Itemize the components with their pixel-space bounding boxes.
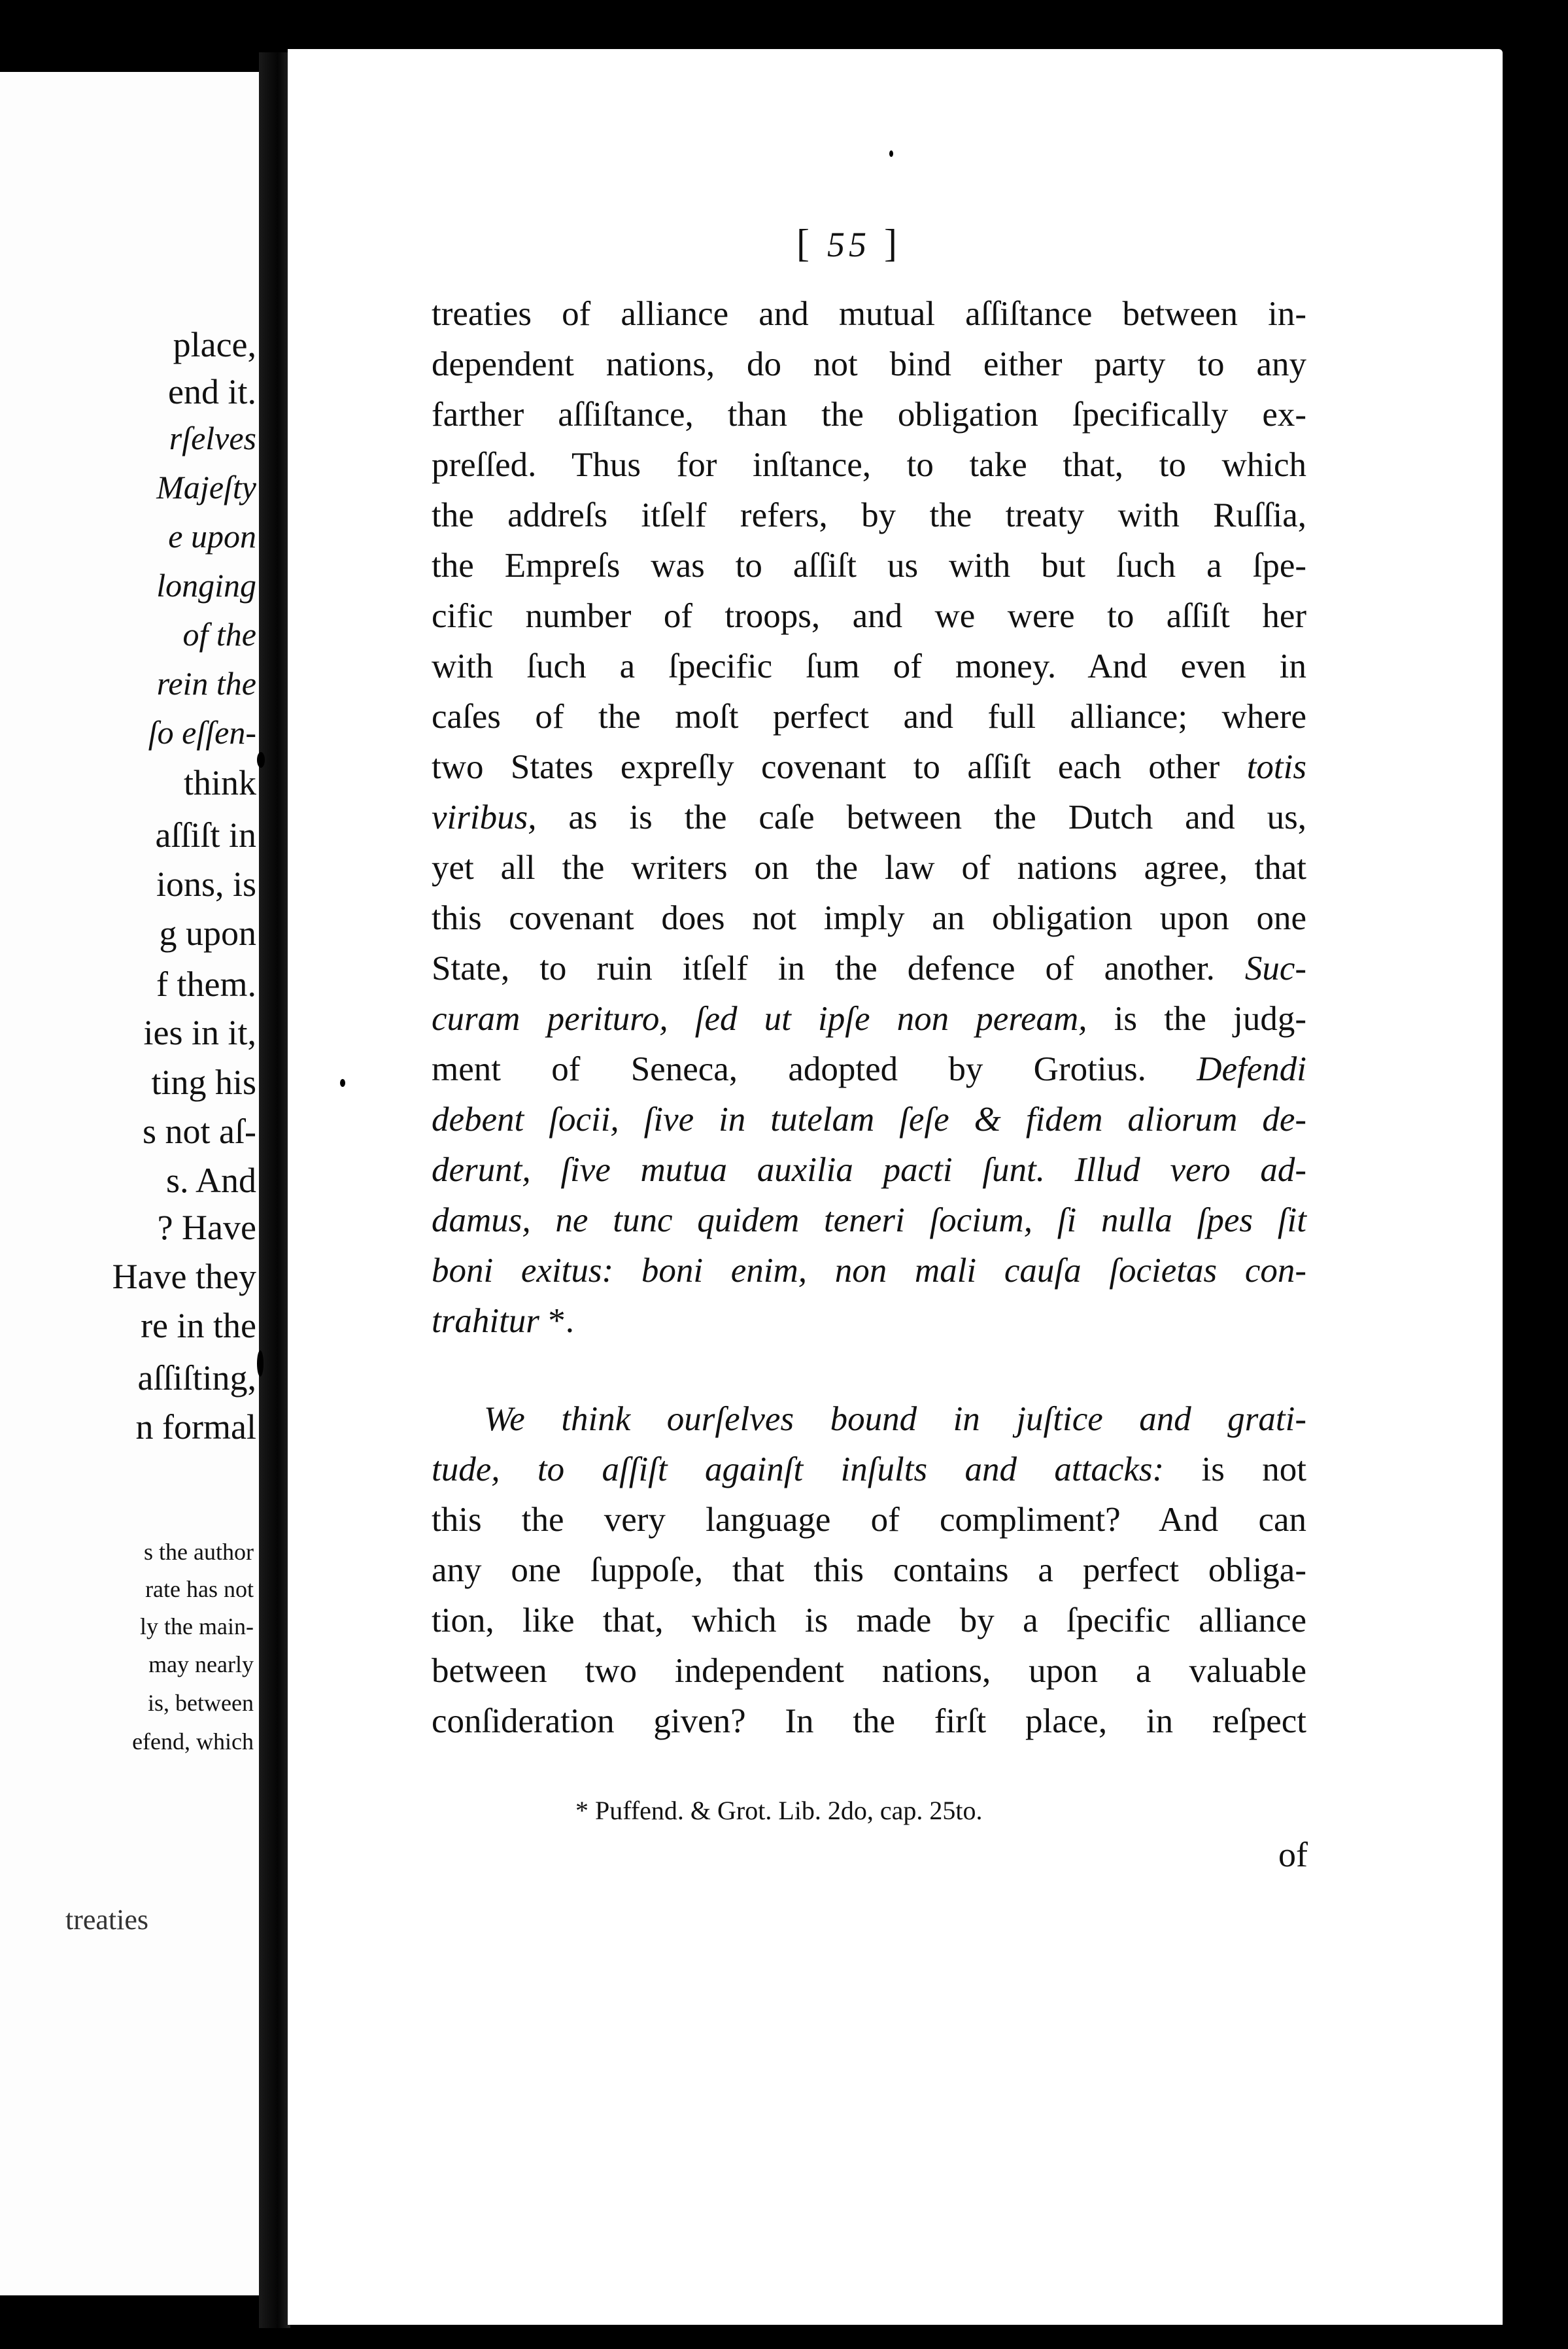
page-number-open-bracket: [ [796, 222, 813, 265]
text-run: farther aſſiſtance, than the obligation ſpecifically ex- [432, 396, 1306, 434]
left-page-line: re in the [141, 1306, 256, 1345]
margin-speck [340, 1079, 345, 1087]
left-page-line: rſelves [169, 420, 256, 456]
text-run: treaties of alliance and mutual aſſiſtance between in- [432, 295, 1306, 333]
left-page-note-line: may nearly [148, 1651, 254, 1677]
italic-text: curam perituro, ſed ut ipſe non peream, [432, 1000, 1087, 1038]
italic-text: Defendi [1197, 1050, 1306, 1088]
left-page-line: ting his [151, 1063, 256, 1102]
text-line [432, 942, 1306, 995]
text-run: is not [1164, 1450, 1307, 1488]
text-run: ment of Seneca, adopted by Grotius. [432, 1050, 1197, 1088]
margin-speck [257, 1350, 264, 1377]
left-page-note-line: efend, which [132, 1728, 254, 1755]
left-page [0, 72, 262, 2295]
text-line [432, 489, 1306, 541]
left-page-line: of the [182, 616, 256, 653]
italic-text: tude, to aſſiſt againſt inſults and attacks: [432, 1450, 1165, 1488]
left-page-catchword: treaties [65, 1904, 149, 1936]
text-run: cific number of troops, and we were to aſſiſt her [432, 597, 1306, 635]
text-run: *. [539, 1302, 574, 1340]
text-line [432, 1443, 1306, 1496]
text-line [432, 1695, 1306, 1747]
book-gutter [259, 52, 290, 2328]
left-page-line: Majeſty [156, 469, 256, 506]
left-page-line: ſo eſſen- [148, 714, 256, 751]
text-line [432, 1645, 1306, 1697]
text-run: the addreſs itſelf refers, by the treaty with Ruſſia, [432, 496, 1306, 534]
left-page-line: n formal [135, 1407, 256, 1447]
text-run: is the judg- [1087, 1000, 1306, 1038]
italic-text: We think ourſelves bound in juſtice and grati- [484, 1400, 1306, 1438]
text-run: the Empreſs was to aſſiſt us with but ſuch a ſpe- [432, 547, 1306, 585]
catchword: of [1278, 1835, 1308, 1874]
left-page-line: ies in it, [143, 1013, 256, 1052]
text-line [432, 388, 1306, 441]
text-run: as is the caſe between the Dutch and us, [536, 798, 1306, 836]
italic-text: trahitur [432, 1302, 539, 1340]
text-run: this the very language of compliment? And can [432, 1501, 1306, 1539]
italic-text: viribus, [432, 798, 537, 836]
text-run: yet all the writers on the law of nations agree, that [432, 849, 1306, 887]
text-line [432, 590, 1306, 642]
left-page-line: longing [156, 567, 256, 604]
left-page-note-line: rate has not [145, 1576, 254, 1602]
left-page-line: Have they [112, 1257, 256, 1296]
page-number-close-bracket: ] [883, 222, 901, 265]
text-run: preſſed. Thus for inſtance, to take that, to which [432, 446, 1306, 484]
italic-text: damus, ne tunc quidem teneri ſocium, ſi nulla ſpes ſit [432, 1201, 1306, 1239]
left-page-line: think [183, 763, 256, 802]
text-run: State, to ruin itſelf in the defence of another. [432, 950, 1245, 987]
left-page-line: s. And [165, 1161, 256, 1200]
text-run: any one ſuppoſe, that this contains a perfect obliga- [432, 1551, 1306, 1589]
left-page-line: s not aſ- [143, 1112, 256, 1151]
text-line [432, 691, 1306, 743]
text-run: two States expreſly covenant to aſſiſt each other [432, 748, 1247, 786]
text-line [432, 1295, 1306, 1347]
page-number [796, 221, 901, 266]
left-page-line: ? Have [157, 1208, 256, 1247]
italic-text: derunt, ſive mutua auxilia pacti ſunt. Illud vero ad- [432, 1151, 1306, 1189]
text-run: caſes of the moſt perfect and full alliance; where [432, 698, 1306, 736]
text-line [432, 540, 1306, 592]
text-line [432, 288, 1306, 340]
text-run: conſideration given? In the firſt place, in reſpect [432, 1702, 1306, 1740]
left-page-line: aſſiſt in [155, 815, 256, 855]
left-page-note-line: ly the main- [140, 1613, 254, 1639]
margin-speck [889, 150, 893, 157]
text-line [432, 791, 1306, 844]
text-run: between two independent nations, upon a valuable [432, 1652, 1306, 1690]
left-page-line: aſſiſting, [137, 1358, 256, 1397]
left-page-line: e upon [168, 518, 256, 555]
text-run: dependent nations, do not bind either party to any [432, 345, 1306, 383]
text-line [432, 338, 1306, 390]
left-page-line: g upon [159, 914, 256, 953]
text-line [484, 1393, 1306, 1445]
text-line [432, 640, 1306, 693]
left-page-line: ions, is [156, 865, 256, 904]
italic-text: debent ſocii, ſive in tutelam ſeſe & fidem aliorum de- [432, 1101, 1306, 1139]
text-line [432, 1144, 1306, 1196]
text-line [432, 892, 1306, 944]
left-page-line: f them. [156, 965, 256, 1004]
text-line [432, 1194, 1306, 1246]
left-page-note-line: s the author [144, 1539, 254, 1565]
text-line [432, 842, 1306, 894]
left-page-line: end it. [168, 372, 256, 411]
italic-text: boni exitus: boni enim, non mali cauſa ſocietas con- [432, 1252, 1306, 1290]
text-line [432, 439, 1306, 491]
text-run: this covenant does not imply an obligation upon one [432, 899, 1306, 937]
text-line [432, 1544, 1306, 1596]
text-run: tion, like that, which is made by a ſpecific alliance [432, 1602, 1306, 1639]
margin-speck [257, 752, 265, 768]
footnote: * Puffend. & Grot. Lib. 2do, cap. 25to. [575, 1796, 983, 1825]
italic-text: Suc- [1244, 950, 1306, 987]
text-line [432, 993, 1306, 1045]
text-line [432, 1594, 1306, 1647]
left-page-note-line: is, between [148, 1690, 254, 1716]
italic-text: totis [1246, 748, 1306, 786]
text-line [432, 1093, 1306, 1146]
text-line [432, 741, 1306, 793]
text-line [432, 1244, 1306, 1297]
text-line [432, 1494, 1306, 1546]
text-line [432, 1043, 1306, 1095]
left-page-line: rein the [156, 665, 256, 702]
text-run: with ſuch a ſpecific ſum of money. And even in [432, 647, 1306, 685]
left-page-line: place, [173, 325, 256, 364]
page-number-value: 55 [827, 225, 870, 264]
